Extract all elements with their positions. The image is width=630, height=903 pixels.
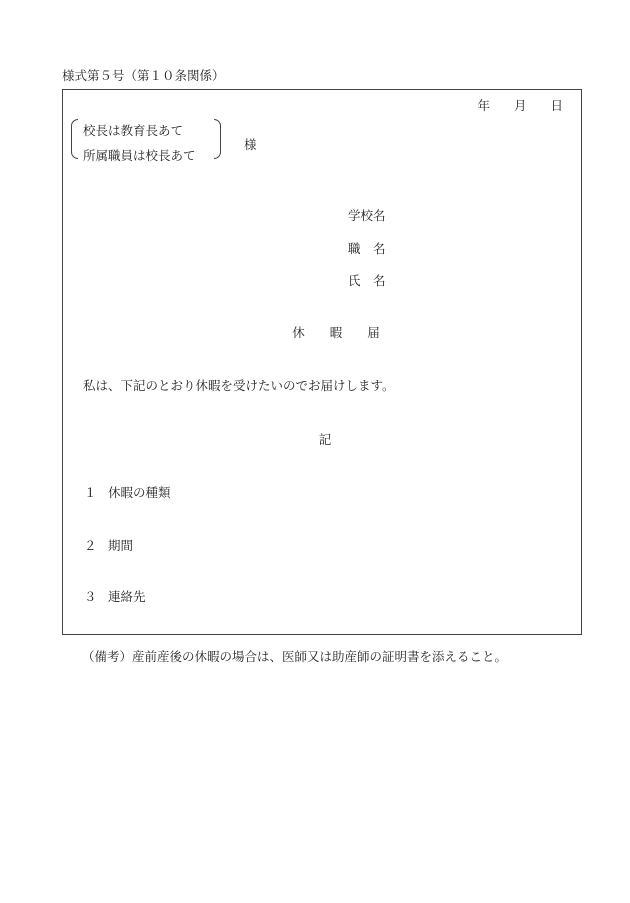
list-item — [84, 587, 146, 605]
form-box — [62, 89, 582, 635]
item-label: 連絡先 — [108, 589, 146, 604]
bracket-left — [71, 119, 78, 159]
item-label: 期間 — [108, 538, 134, 553]
date-line — [477, 96, 563, 114]
addressee-line-staff: 所属職員は校長あて — [83, 148, 196, 163]
date-year-label: 年 — [477, 98, 490, 113]
item-number: ２ — [84, 538, 97, 553]
form-number: 様式第５号（第１０条関係） — [62, 68, 225, 83]
remarks-note: （備考）産前産後の休暇の場合は、医師又は助産師の証明書を添えること。 — [82, 649, 508, 664]
statement-text: 私は、下記のとおり休暇を受けたいのでお届けします。 — [83, 378, 395, 393]
bracket-right — [214, 119, 221, 159]
addressee-line-principal: 校長は教育長あて — [83, 123, 184, 138]
item-number: ３ — [84, 589, 97, 604]
list-item — [84, 483, 171, 501]
date-month-label: 月 — [513, 98, 527, 113]
ki-heading: 記 — [318, 432, 332, 447]
item-label: 休暇の種類 — [108, 485, 171, 500]
sender-school-label: 学校名 — [348, 208, 386, 223]
item-number: １ — [84, 485, 97, 500]
sender-name-label: 氏 名 — [348, 273, 386, 288]
document-title: 休 暇 届 — [292, 325, 380, 340]
addressee-block — [71, 117, 221, 163]
honorific: 様 — [244, 137, 257, 152]
list-item — [84, 536, 133, 554]
date-day-label: 日 — [550, 98, 563, 113]
sender-position-label: 職 名 — [348, 241, 386, 256]
